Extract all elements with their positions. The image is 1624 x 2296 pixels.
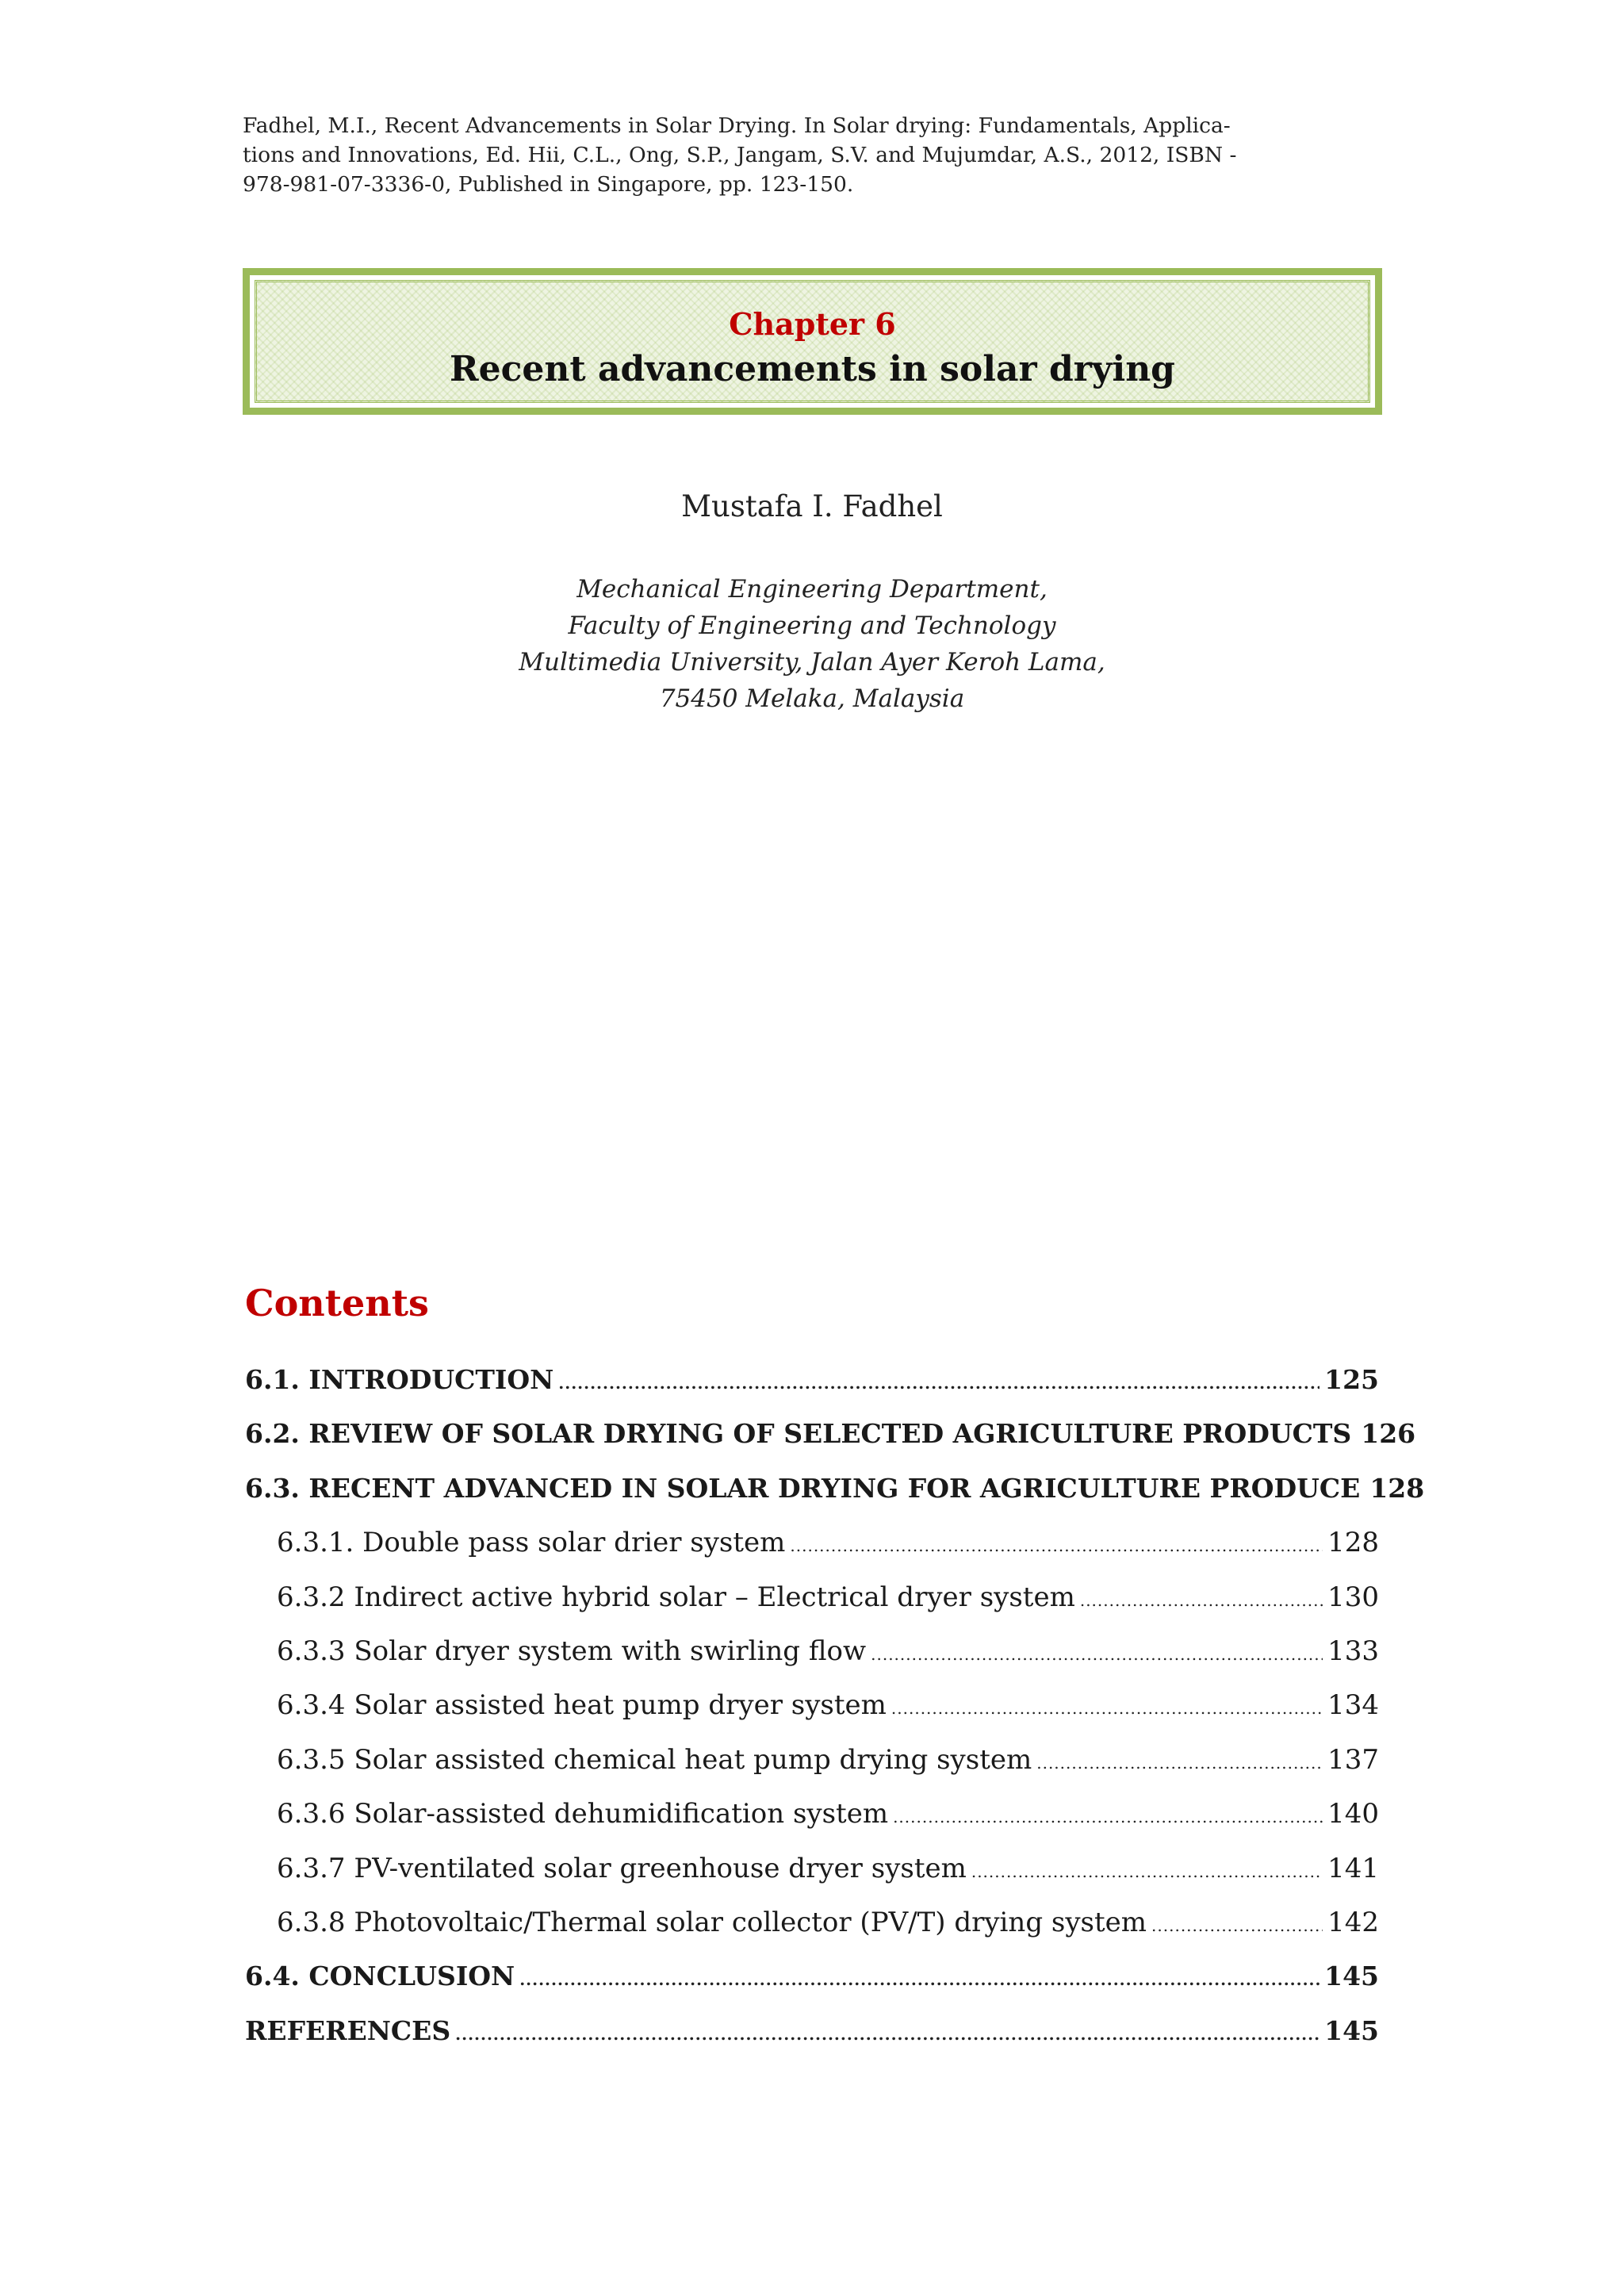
toc-leader-dots (519, 1964, 1320, 1995)
toc-leader-dots (871, 1639, 1323, 1670)
toc-leader-dots (1036, 1747, 1323, 1779)
citation-line: tions and Innovations, Ed. Hii, C.L., Ong, S.P., Jangam, S.V. and Mujumdar, A.S., 2012, ISBN - (243, 143, 1237, 167)
toc-entry-page: 134 (1327, 1689, 1379, 1722)
toc-entry-page: 128 (1327, 1527, 1379, 1559)
toc-entry[interactable] (245, 1418, 1416, 1472)
toc-entry[interactable] (245, 1689, 1379, 1743)
chapter-title: Recent advancements in solar drying (450, 349, 1175, 389)
toc-leader-dots (1080, 1585, 1323, 1616)
toc-leader-dots (455, 2018, 1320, 2050)
toc-leader-dots (971, 1856, 1323, 1888)
contents-heading: Contents (245, 1282, 429, 1324)
toc-entry-page: 145 (1324, 1961, 1379, 1992)
toc-entry-page: 137 (1327, 1743, 1379, 1776)
toc-entry-title: 6.3.4 Solar assisted heat pump dryer system (277, 1689, 887, 1722)
author-name: Mustafa I. Fadhel (681, 489, 943, 523)
table-of-contents (245, 1364, 1425, 2069)
toc-entry-page: 128 (1369, 1472, 1425, 1504)
chapter-label: Chapter 6 (729, 306, 896, 342)
citation-line: Fadhel, M.I., Recent Advancements in Solar Drying. In Solar drying: Fundamentals, Applica- (243, 113, 1231, 138)
toc-leader-dots (891, 1692, 1323, 1724)
toc-entry-page: 145 (1324, 2014, 1379, 2046)
toc-entry[interactable] (245, 1472, 1425, 1527)
toc-entry-page: 125 (1324, 1364, 1379, 1395)
author-affiliation (0, 571, 1624, 717)
toc-entry-title: REFERENCES (245, 2014, 451, 2046)
toc-entry[interactable] (245, 1744, 1379, 1798)
toc-entry[interactable] (245, 2015, 1379, 2069)
toc-entry-page: 142 (1327, 1906, 1379, 1938)
toc-entry-page: 126 (1361, 1418, 1416, 1450)
toc-leader-dots (790, 1530, 1323, 1562)
toc-entry-title: 6.3.7 PV-ventilated solar greenhouse dryer system (277, 1852, 967, 1884)
toc-entry-title: 6.4. CONCLUSION (245, 1961, 515, 1992)
toc-entry-title: 6.3.5 Solar assisted chemical heat pump drying system (277, 1743, 1032, 1776)
toc-entry-title: 6.2. REVIEW OF SOLAR DRYING OF SELECTED AGRICULTURE PRODUCTS (245, 1418, 1352, 1450)
toc-entry-page: 141 (1327, 1852, 1379, 1884)
citation-line: 978-981-07-3336-0, Published in Singapore, pp. 123-150. (243, 172, 854, 197)
toc-entry[interactable] (245, 1961, 1379, 2014)
toc-entry-title: 6.3.3 Solar dryer system with swirling flow (277, 1635, 867, 1667)
affiliation-line: Multimedia University, Jalan Ayer Keroh Lama, (519, 648, 1105, 677)
citation (243, 111, 1242, 199)
toc-entry-title: 6.1. INTRODUCTION (245, 1364, 554, 1395)
toc-entry-title: 6.3.2 Indirect active hybrid solar – Electrical dryer system (277, 1581, 1075, 1613)
toc-leader-dots (558, 1367, 1320, 1399)
toc-entry-page: 140 (1327, 1798, 1379, 1830)
toc-entry[interactable] (245, 1907, 1379, 1961)
toc-entry[interactable] (245, 1527, 1379, 1581)
toc-entry-title: 6.3.8 Photovoltaic/Thermal solar collector (PV/T) drying system (277, 1906, 1147, 1938)
chapter-title-frame (255, 280, 1370, 403)
chapter-title-box (243, 268, 1382, 415)
toc-entry[interactable] (245, 1635, 1379, 1689)
toc-leader-dots (1151, 1910, 1323, 1941)
toc-entry-title: 6.3. RECENT ADVANCED IN SOLAR DRYING FOR AGRICULTURE PRODUCE (245, 1472, 1361, 1504)
toc-entry[interactable] (245, 1853, 1379, 1907)
affiliation-line: Mechanical Engineering Department, (576, 575, 1048, 604)
toc-entry[interactable] (245, 1798, 1379, 1852)
affiliation-line: Faculty of Engineering and Technology (568, 611, 1056, 640)
toc-entry-title: 6.3.1. Double pass solar drier system (277, 1527, 786, 1559)
toc-entry[interactable] (245, 1364, 1379, 1418)
toc-entry-page: 133 (1327, 1635, 1379, 1667)
toc-entry[interactable] (245, 1581, 1379, 1635)
affiliation-line: 75450 Melaka, Malaysia (659, 684, 965, 713)
toc-leader-dots (893, 1801, 1323, 1833)
toc-entry-page: 130 (1327, 1581, 1379, 1613)
toc-entry-title: 6.3.6 Solar-assisted dehumidification system (277, 1798, 889, 1830)
